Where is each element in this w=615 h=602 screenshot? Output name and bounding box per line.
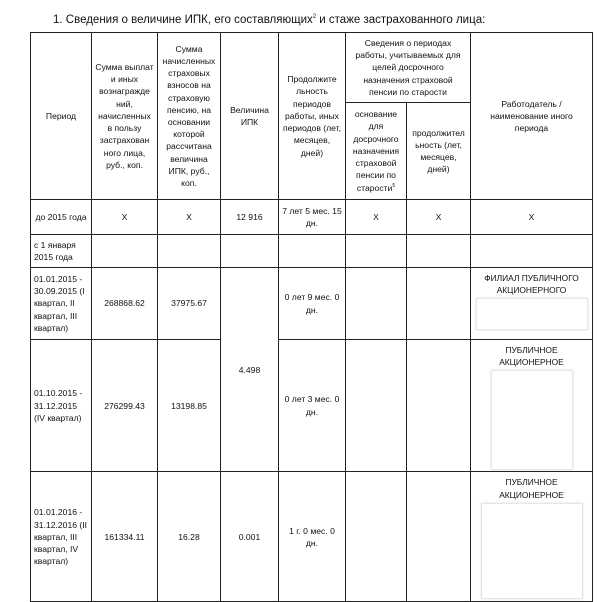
cell-early-duration: X [407,200,471,235]
cell-ipk: 0.001 [221,472,279,602]
cell-payments: 276299.43 [92,340,158,472]
cell-duration: 1 г. 0 мес. 0 дн. [279,472,346,602]
cell-employer: ПУБЛИЧНОЕ АКЦИОНЕРНОЕ [471,472,593,602]
cell-duration: 0 лет 3 мес. 0 дн. [279,340,346,472]
cell-period: с 1 января 2015 года [31,235,92,268]
header-duration: Продолжите льность периодов работы, иных периодов (лет, месяцев, дней) [279,33,346,200]
header-early-pension-group: Сведения о периодах работы, учитываемых для целей досрочного назначения страховой пенсии по старости [346,33,471,103]
cell-payments: 161334.11 [92,472,158,602]
cell-duration: 7 лет 5 мес. 15 дн. [279,200,346,235]
cell-ipk: 12 916 [221,200,279,235]
redacted-area [476,298,588,330]
header-employer: Работодатель / наименование иного периода [471,33,593,200]
cell-employer: ФИЛИАЛ ПУБЛИЧНОГО АКЦИОНЕРНОГО [471,268,593,340]
cell-period: до 2015 года [31,200,92,235]
ipk-table [30,32,593,602]
cell-contributions: 16.28 [158,472,221,602]
redacted-area [481,503,583,599]
table-row [31,235,593,268]
header-period: Период [31,33,92,200]
cell-payments: 268868.62 [92,268,158,340]
table-row [31,340,593,472]
cell-contributions: X [158,200,221,235]
header-contributions: Сумма начисленных страховых взносов на страховую пенсию, на основании которой рассчитана величина ИПК, руб., коп. [158,33,221,200]
header-early-duration: продолжител ьность (лет, месяцев, дней) [407,103,471,200]
cell-ipk-2015: 4.498 [221,268,279,472]
table-row [31,268,593,340]
cell-employer: ПУБЛИЧНОЕ АКЦИОНЕРНОЕ [471,340,593,472]
header-early-basis: основание для досрочного назначения страховой пенсии по старости$^5$ [346,103,407,200]
table-row [31,472,593,602]
section-heading: 1. Сведения о величине ИПК, его составляющих$^2$ и стаже застрахованного лица: [53,14,486,26]
cell-period: 01.10.2015 - 31.12.2015 (IV квартал) [31,340,92,472]
header-payments: Сумма выплат и иных вознагражде ний, начисленных в пользу застрахован ного лица, руб., коп. [92,33,158,200]
redacted-area [491,370,573,470]
table-row [31,200,593,235]
header-ipk: Величина ИПК [221,33,279,200]
cell-employer: X [471,200,593,235]
cell-contributions: 13198.85 [158,340,221,472]
cell-period: 01.01.2015 - 30.09.2015 (I квартал, II квартал, III квартал) [31,268,92,340]
cell-payments: X [92,200,158,235]
cell-duration: 0 лет 9 мес. 0 дн. [279,268,346,340]
cell-early-basis: X [346,200,407,235]
cell-period: 01.01.2016 - 31.12.2016 (II квартал, III квартал, IV квартал) [31,472,92,602]
cell-contributions: 37975.67 [158,268,221,340]
